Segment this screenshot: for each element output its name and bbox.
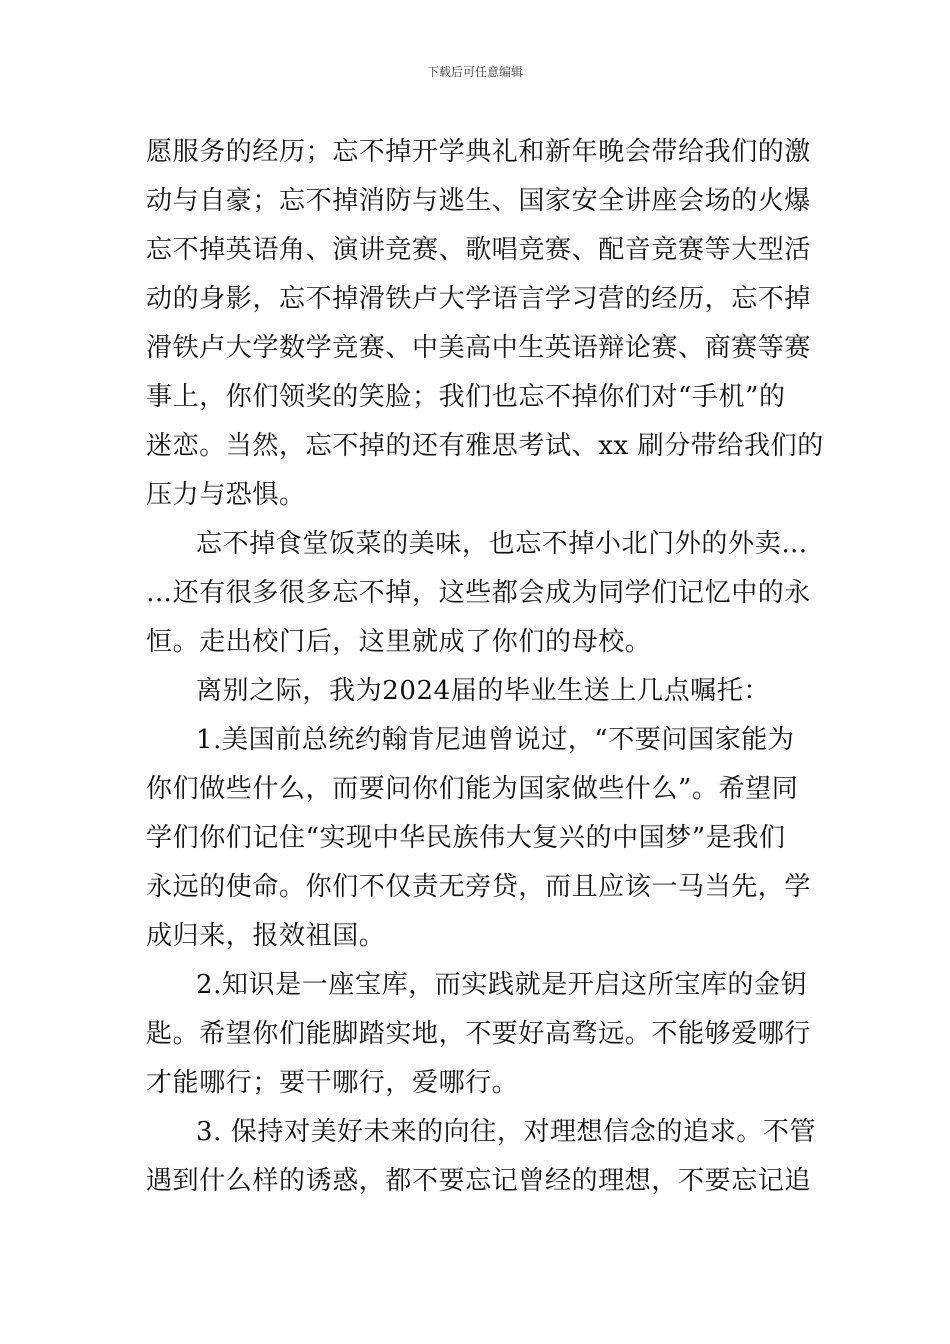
document-body [146, 128, 824, 1206]
text-line: 匙。希望你们能脚踏实地，不要好高骛远。不能够爱哪行 [146, 1019, 812, 1049]
text-line: 滑铁卢大学数学竞赛、中美高中生英语辩论赛、商赛等赛 [146, 333, 812, 363]
list-item-2-line: 2.知识是一座宝库，而实践就是开启这所宝库的金钥 [196, 970, 808, 1000]
text-line: …还有很多很多忘不掉，这些都会成为同学们记忆中的永 [146, 578, 812, 608]
text-line: 压力与恐惧。 [146, 480, 306, 510]
text-line: 才能哪行；要干哪行，爱哪行。 [146, 1068, 519, 1098]
text-line: 事上，你们领奖的笑脸；我们也忘不掉你们对“手机”的 [146, 382, 786, 412]
text-line: 动与自豪；忘不掉消防与逃生、国家安全讲座会场的火爆 [146, 186, 812, 216]
list-item-1-line: 1.美国前总统约翰肯尼迪曾说过，“不要问国家能为 [196, 725, 795, 755]
text-line: 愿服务的经历；忘不掉开学典礼和新年晚会带给我们的激 [146, 137, 812, 167]
text-line: 忘不掉英语角、演讲竞赛、歌唱竞赛、配音竞赛等大型活 [146, 235, 812, 265]
page-header: 下载后可任意编辑 [426, 65, 523, 79]
text-line: 迷恋。当然，忘不掉的还有雅思考试、xx 刷分带给我们的 [146, 431, 824, 461]
paragraph-start-line: 离别之际，我为2024届的毕业生送上几点嘱托： [196, 676, 770, 706]
text-line: 学们你们记住“实现中华民族伟大复兴的中国梦”是我们 [146, 823, 786, 853]
text-line: 遇到什么样的诱惑，都不要忘记曾经的理想，不要忘记追 [146, 1166, 812, 1196]
text-line: 动的身影，忘不掉滑铁卢大学语言学习营的经历，忘不掉 [146, 284, 812, 314]
list-item-3-line: 3. 保持对美好未来的向往，对理想信念的追求。不管 [196, 1117, 817, 1147]
text-line: 成归来，报效祖国。 [146, 921, 386, 951]
text-line: 永远的使命。你们不仅责无旁贷，而且应该一马当先，学 [146, 872, 812, 902]
text-line: 你们做些什么，而要问你们能为国家做些什么”。希望同 [146, 774, 799, 804]
paragraph-start-line: 忘不掉食堂饭菜的美味，也忘不掉小北门外的外卖… [196, 529, 808, 559]
text-line: 恒。走出校门后，这里就成了你们的母校。 [146, 627, 652, 657]
